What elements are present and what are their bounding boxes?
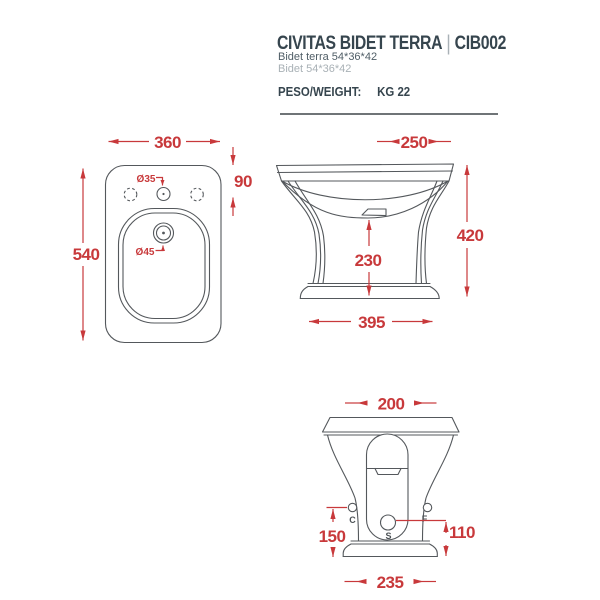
dim-side-base-depth: [309, 313, 433, 332]
dim-side-spout-height: [355, 220, 382, 296]
dim-label-200: 200: [377, 394, 405, 414]
label-cold-water: C: [349, 515, 356, 525]
dim-label-235: 235: [376, 573, 404, 592]
dim-top-depth: [73, 169, 100, 341]
dim-label-540: 540: [72, 245, 100, 264]
back-view: [319, 395, 475, 593]
dim-top-width: [109, 133, 221, 152]
dim-label-360: 360: [154, 133, 181, 152]
side-view: [277, 133, 484, 332]
label-hot-water: F: [421, 514, 428, 524]
back-plinth-band: [351, 541, 430, 544]
dim-label-90: 90: [234, 172, 252, 191]
title-separator: |: [446, 32, 451, 55]
weight-value: KG 22: [377, 84, 411, 99]
weight-label: PESO/WEIGHT:: [278, 84, 362, 99]
side-plinth-left: [300, 287, 308, 299]
back-body-left: [328, 435, 359, 541]
fixing-hole-left: [348, 503, 356, 511]
product-name: CIVITAS BIDET TERRA: [277, 33, 443, 54]
dim-label-395: 395: [358, 313, 385, 332]
dim-drain-height: [396, 521, 475, 557]
dim-label-110: 110: [449, 523, 475, 542]
dim-label-420: 420: [456, 226, 484, 245]
dim-fixing-height: [319, 508, 347, 558]
subtitle-italian: Bidet terra 54*36*42: [278, 51, 378, 63]
tap-hole-center: [162, 193, 164, 195]
back-rim: [323, 418, 460, 433]
dim-side-height: [457, 165, 484, 297]
product-code: CIB002: [454, 33, 507, 54]
subtitle-english: Bidet 54*36*42: [278, 63, 352, 75]
dim-label-d35: Ø35: [136, 174, 156, 185]
dim-tap-offset: [233, 147, 252, 216]
side-plinth-right: [430, 287, 439, 299]
dim-label-250: 250: [400, 133, 428, 152]
dim-back-base-width: [345, 573, 437, 592]
side-spout: [362, 209, 386, 216]
side-bowl-back-edge: [282, 181, 448, 200]
fixing-hole-right: [423, 503, 431, 511]
dim-back-top-width: [345, 395, 437, 414]
side-back-curve-1: [425, 181, 449, 284]
dim-label-150: 150: [318, 527, 346, 546]
label-drain: S: [385, 531, 392, 541]
dim-label-d45: Ø45: [135, 247, 155, 258]
top-view: [73, 133, 252, 343]
dim-label-230: 230: [354, 251, 382, 270]
dim-side-top-depth: [377, 133, 451, 152]
drain-hole-center: [162, 232, 165, 235]
back-drain-hole: [381, 515, 396, 530]
back-plinth-right: [430, 544, 438, 557]
